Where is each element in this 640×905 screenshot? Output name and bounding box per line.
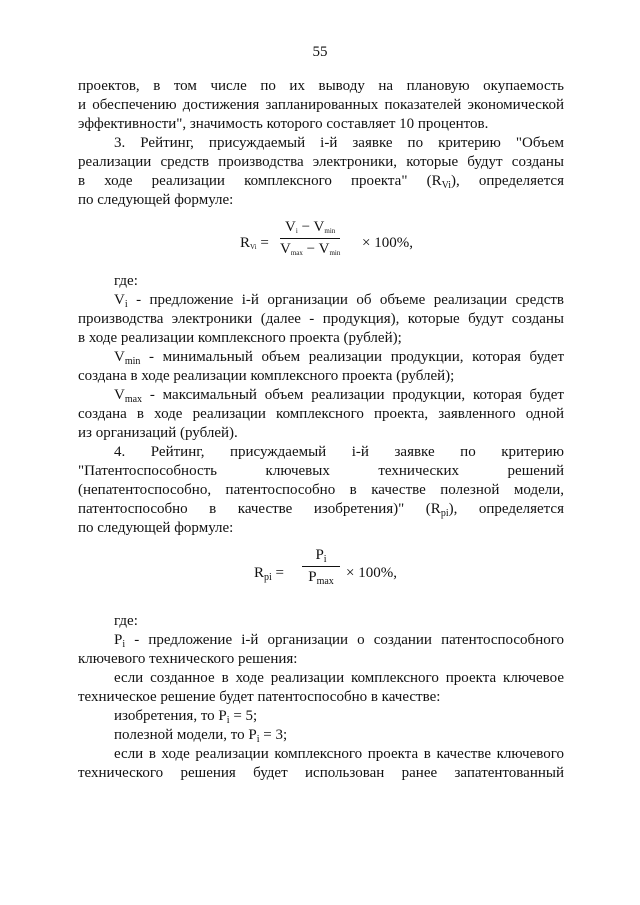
vi-line-3: в ходе реализации комплексного проекта (рублей); — [78, 330, 402, 346]
p1-line-3: эффективности", значимость которого составляет 10 процентов. — [78, 116, 489, 132]
p4-line-3: (непатентоспособно, патентоспособно в качестве полезной модели, — [78, 482, 564, 498]
p4-line-5: по следующей формуле: — [78, 520, 234, 536]
p3-line-4: по следующей формуле: — [78, 192, 234, 208]
formula-rpi-tail: × 100%, — [346, 565, 397, 581]
cond2-line-2: технического решения будет использован ранее запатентованный — [78, 765, 564, 781]
p1-line-2: и обеспечению достижения запланированных показателей экономической — [78, 97, 564, 113]
where-label-1: где: — [114, 273, 138, 289]
formula-rvi — [78, 210, 564, 272]
p1-line-1: проектов, в том числе по их выводу на плановую окупаемость — [78, 78, 564, 94]
vi-line-1: $V_i$ - предложение i-й организации об объеме реализации средств — [114, 292, 564, 310]
vmin-line-2: создана в ходе реализации комплексного проекта (рублей); — [78, 368, 455, 384]
formula-rpi — [78, 538, 564, 612]
p3-line-1: 3. Рейтинг, присуждаемый i-й заявке по критерию "Объем — [114, 135, 564, 151]
formula-rvi-fraction: Vi − Vmin Vmax − Vmin — [280, 219, 341, 257]
formula-rpi-fraction: $P_i$ $P_{max}$ — [302, 546, 340, 587]
page-text — [78, 77, 564, 783]
cond1-line-1: если созданное в ходе реализации комплексного проекта ключевое — [114, 670, 564, 686]
formula-rvi-lhs: RVi = — [240, 235, 269, 251]
vmax-line-3: из организаций (рублей). — [78, 425, 238, 441]
utility-model-line: полезной модели, то $P_i = 3$; — [114, 727, 288, 745]
p4-line-1: 4. Рейтинг, присуждаемый i-й заявке по критерию — [114, 444, 564, 460]
p3-line-2: реализации средств производства электроники, которые будут созданы — [78, 154, 564, 170]
vmax-line-2: создана в ходе реализации комплексного проекта, заявленного одной — [78, 406, 564, 422]
formula-rpi-lhs: $R_{pi}$ = — [254, 565, 285, 583]
pi-line-2: ключевого технического решения: — [78, 651, 298, 667]
formula-rvi-tail: × 100%, — [362, 235, 413, 251]
vmax-line-1: $V_{max}$ - максимальный объем реализации продукции, которая будет — [114, 387, 564, 405]
page-number: 55 — [312, 44, 328, 60]
vi-line-2: производства электроники (далее - продукция), которые будут созданы — [78, 311, 564, 327]
where-label-2: где: — [114, 613, 138, 629]
cond2-line-1: если в ходе реализации комплексного проекта в качестве ключевого — [114, 746, 564, 762]
vmin-line-1: $V_{min}$ - минимальный объем реализации продукции, которая будет — [114, 349, 564, 367]
p3-line-3: в ходе реализации комплексного проекта" $(R_{Vi})$, определяется — [78, 173, 564, 191]
pi-line-1: $P_i$ - предложение i-й организации о создании патентоспособного — [114, 632, 564, 650]
p4-line-4: патентоспособно в качестве изобретения)" $(R_{pi})$, определяется — [78, 501, 564, 519]
p4-line-2: "Патентоспособность ключевых технических решений — [78, 463, 564, 479]
cond1-line-2: техническое решение будет патентоспособно в качестве: — [78, 689, 441, 705]
invention-line: изобретения, то $P_i = 5$; — [114, 708, 258, 726]
